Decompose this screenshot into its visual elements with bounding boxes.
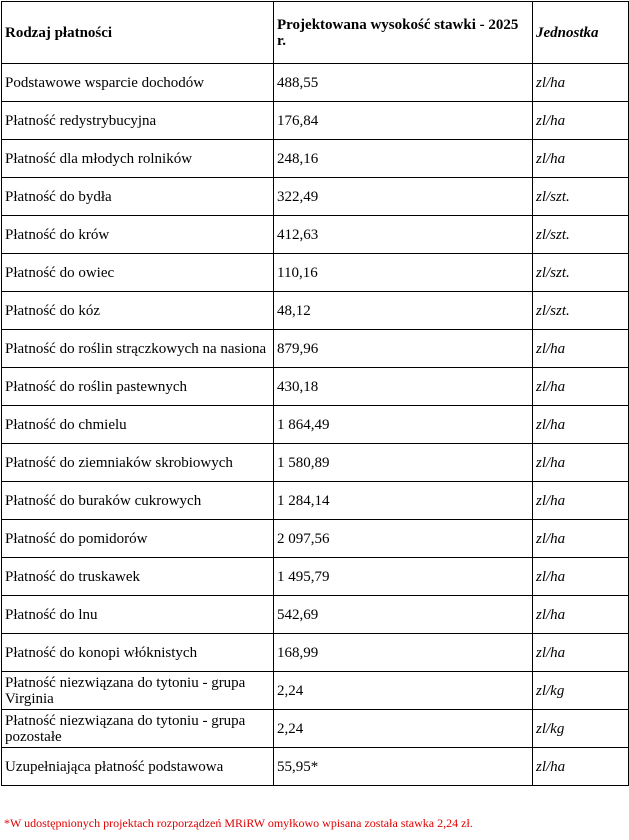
unit-cell: zl/ha xyxy=(533,330,629,368)
rate-cell: 322,49 xyxy=(274,178,533,216)
payment-type-cell: Płatność do lnu xyxy=(2,596,274,634)
unit-cell: zl/szt. xyxy=(533,216,629,254)
payment-type-cell: Płatność niezwiązana do tytoniu - grupa Virginia xyxy=(2,672,274,710)
payment-type-cell: Płatność do owiec xyxy=(2,254,274,292)
header-unit: Jednostka xyxy=(533,2,629,64)
table-row xyxy=(2,254,629,292)
payment-type-cell: Płatność do truskawek xyxy=(2,558,274,596)
table-header-row xyxy=(2,2,629,64)
unit-cell: zl/szt. xyxy=(533,292,629,330)
payment-type-cell: Płatność do pomidorów xyxy=(2,520,274,558)
payment-type-cell: Płatność niezwiązana do tytoniu - grupa pozostałe xyxy=(2,710,274,748)
rate-cell: 1 495,79 xyxy=(274,558,533,596)
table-row xyxy=(2,292,629,330)
unit-cell: zl/ha xyxy=(533,558,629,596)
rate-cell: 1 580,89 xyxy=(274,444,533,482)
rate-cell: 542,69 xyxy=(274,596,533,634)
table-row xyxy=(2,406,629,444)
table-row xyxy=(2,558,629,596)
rate-cell: 48,12 xyxy=(274,292,533,330)
footnote: *W udostępnionych projektach rozporządzeń MRiRW omyłkowo wpisana została stawka 2,24 zł. xyxy=(4,816,473,830)
rate-cell: 248,16 xyxy=(274,140,533,178)
table-row xyxy=(2,330,629,368)
unit-cell: zl/ha xyxy=(533,482,629,520)
rate-cell: 2 097,56 xyxy=(274,520,533,558)
rate-cell: 110,16 xyxy=(274,254,533,292)
unit-cell: zl/kg xyxy=(533,672,629,710)
table-row xyxy=(2,520,629,558)
unit-cell: zl/kg xyxy=(533,710,629,748)
payment-type-cell: Płatność do bydła xyxy=(2,178,274,216)
rate-cell: 176,84 xyxy=(274,102,533,140)
table-body xyxy=(2,64,629,786)
unit-cell: zl/ha xyxy=(533,444,629,482)
unit-cell: zl/szt. xyxy=(533,254,629,292)
rate-cell: 1 284,14 xyxy=(274,482,533,520)
table-row xyxy=(2,672,629,710)
rate-cell: 168,99 xyxy=(274,634,533,672)
table-row xyxy=(2,64,629,102)
payment-type-cell: Płatność dla młodych rolników xyxy=(2,140,274,178)
rate-cell: 55,95* xyxy=(274,748,533,786)
table-row xyxy=(2,140,629,178)
rate-cell: 879,96 xyxy=(274,330,533,368)
rate-cell: 2,24 xyxy=(274,710,533,748)
rate-cell: 430,18 xyxy=(274,368,533,406)
table-row xyxy=(2,710,629,748)
unit-cell: zl/ha xyxy=(533,596,629,634)
header-payment-type: Rodzaj płatności xyxy=(2,2,274,64)
table-row xyxy=(2,634,629,672)
payment-type-cell: Podstawowe wsparcie dochodów xyxy=(2,64,274,102)
rate-cell: 488,55 xyxy=(274,64,533,102)
rate-cell: 412,63 xyxy=(274,216,533,254)
table-row xyxy=(2,102,629,140)
payment-type-cell: Płatność redystrybucyjna xyxy=(2,102,274,140)
payment-type-cell: Płatność do chmielu xyxy=(2,406,274,444)
unit-cell: zl/ha xyxy=(533,64,629,102)
unit-cell: zl/ha xyxy=(533,748,629,786)
header-rate: Projektowana wysokość stawki - 2025 r. xyxy=(274,2,533,64)
payment-type-cell: Płatność do konopi włóknistych xyxy=(2,634,274,672)
unit-cell: zl/szt. xyxy=(533,178,629,216)
table-row xyxy=(2,216,629,254)
unit-cell: zl/ha xyxy=(533,634,629,672)
payment-rates-table xyxy=(1,1,629,786)
payment-type-cell: Płatność do kóz xyxy=(2,292,274,330)
table-row xyxy=(2,482,629,520)
payment-type-cell: Uzupełniająca płatność podstawowa xyxy=(2,748,274,786)
table-row xyxy=(2,596,629,634)
unit-cell: zl/ha xyxy=(533,520,629,558)
payment-type-cell: Płatność do krów xyxy=(2,216,274,254)
table-row xyxy=(2,748,629,786)
table-row xyxy=(2,178,629,216)
table-row xyxy=(2,444,629,482)
rate-cell: 1 864,49 xyxy=(274,406,533,444)
payment-type-cell: Płatność do roślin strączkowych na nasiona xyxy=(2,330,274,368)
payment-type-cell: Płatność do ziemniaków skrobiowych xyxy=(2,444,274,482)
table-row xyxy=(2,368,629,406)
rate-cell: 2,24 xyxy=(274,672,533,710)
unit-cell: zl/ha xyxy=(533,368,629,406)
payment-type-cell: Płatność do buraków cukrowych xyxy=(2,482,274,520)
unit-cell: zl/ha xyxy=(533,140,629,178)
payment-type-cell: Płatność do roślin pastewnych xyxy=(2,368,274,406)
unit-cell: zl/ha xyxy=(533,406,629,444)
unit-cell: zl/ha xyxy=(533,102,629,140)
